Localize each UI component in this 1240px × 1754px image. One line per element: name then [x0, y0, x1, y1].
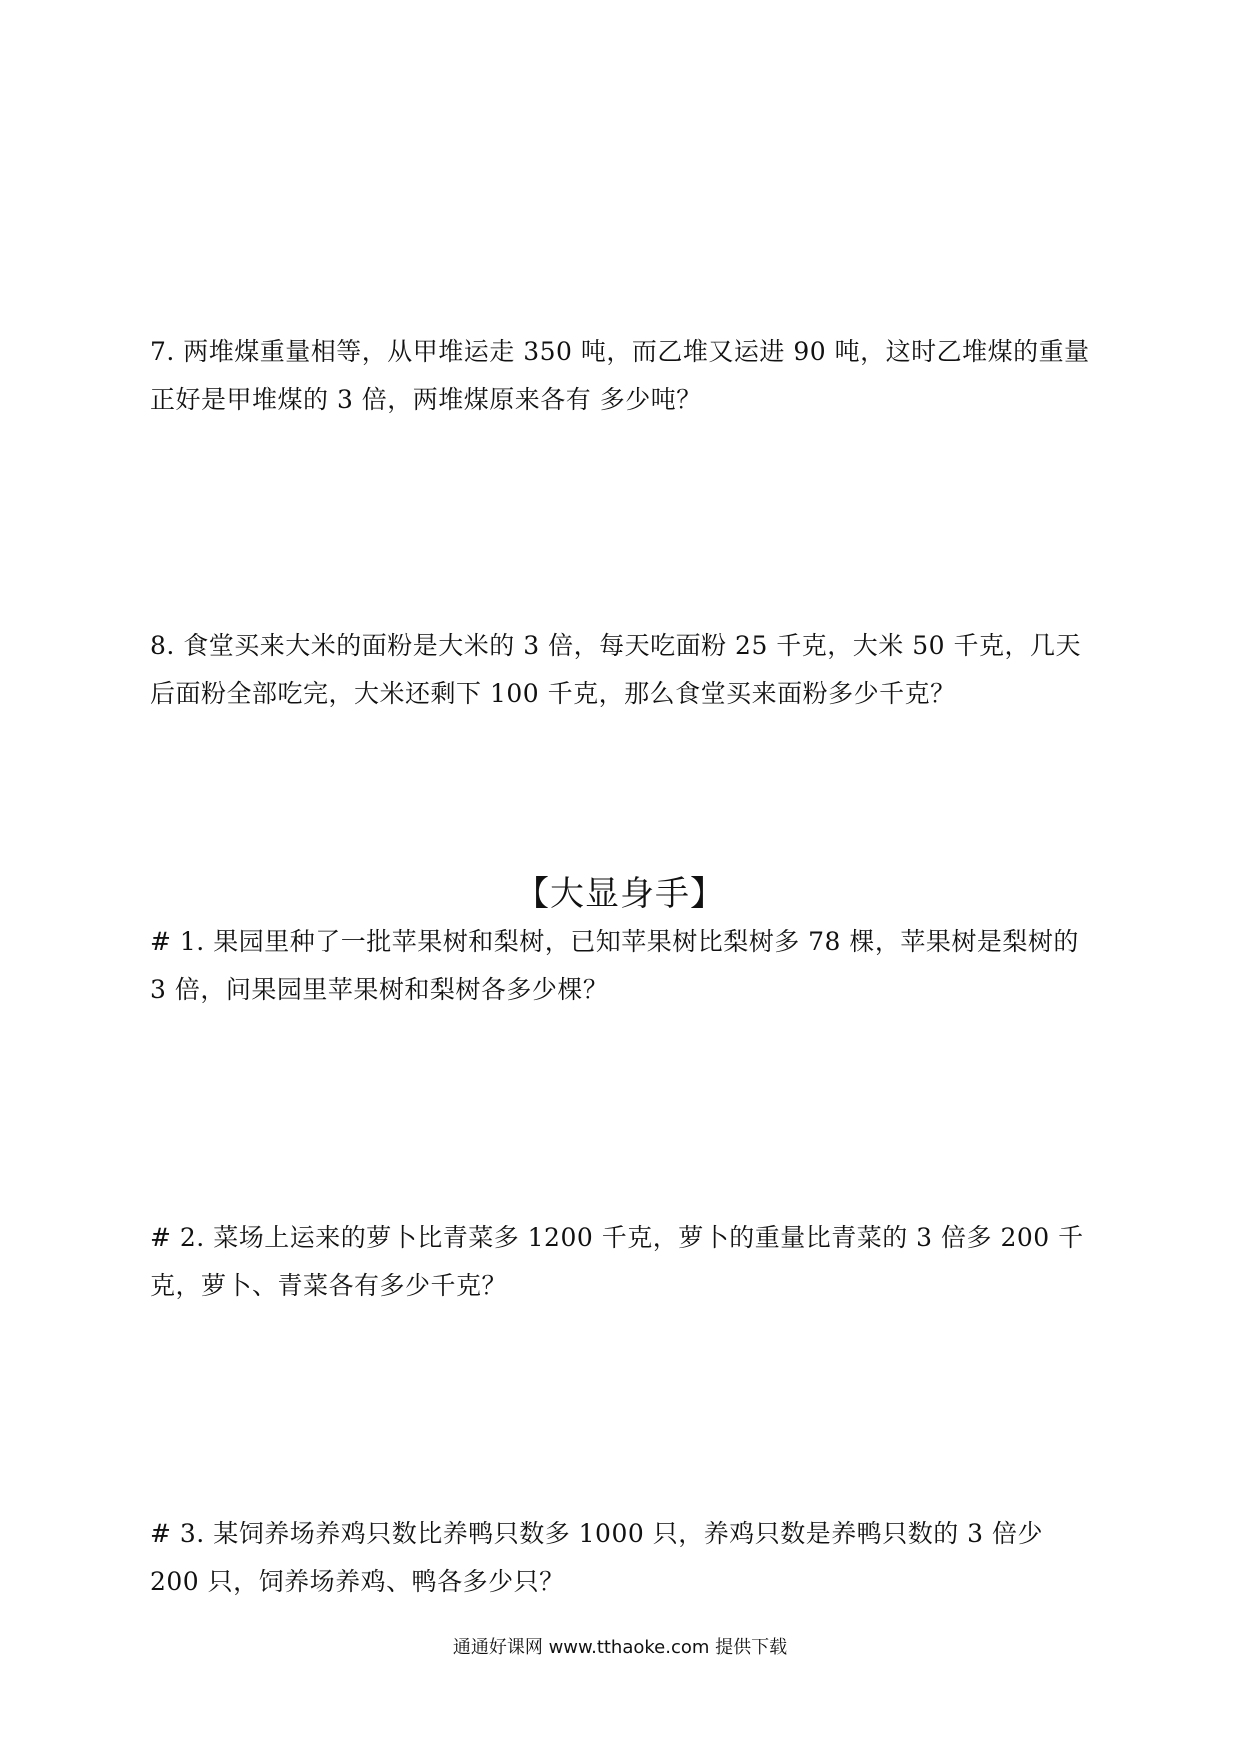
page-footer: 通通好课网 www.tthaoke.com 提供下载 — [452, 1637, 788, 1658]
section-title: 【大显身手】 — [515, 874, 725, 914]
challenge-question-1: # 1. 果园里种了一批苹果树和梨树，已知苹果树比梨树多 78 棵，苹果树是梨树的 3 倍，问果园里苹果树和梨树各多少棵？ — [150, 927, 1079, 1004]
challenge-question-3: # 3. 某饲养场养鸡只数比养鸭只数多 1000 只，养鸡只数是养鸭只数的 3 倍少 200 只，饲养场养鸡、鸭各多少只？ — [150, 1519, 1044, 1596]
question-7: 7. 两堆煤重量相等，从甲堆运走 350 吨，而乙堆又运进 90 吨，这时乙堆煤的重量正好是甲堆煤的 3 倍，两堆煤原来各有 多少吨？ — [150, 337, 1090, 414]
challenge-question-2: # 2. 菜场上运来的萝卜比青菜多 1200 千克，萝卜的重量比青菜的 3 倍多 200 千克，萝卜、青菜各有多少千克？ — [150, 1223, 1084, 1300]
question-8: 8. 食堂买来大米的面粉是大米的 3 倍，每天吃面粉 25 千克，大米 50 千克，几天后面粉全部吃完，大米还剩下 100 千克，那么食堂买来面粉多少千克？ — [150, 631, 1082, 708]
